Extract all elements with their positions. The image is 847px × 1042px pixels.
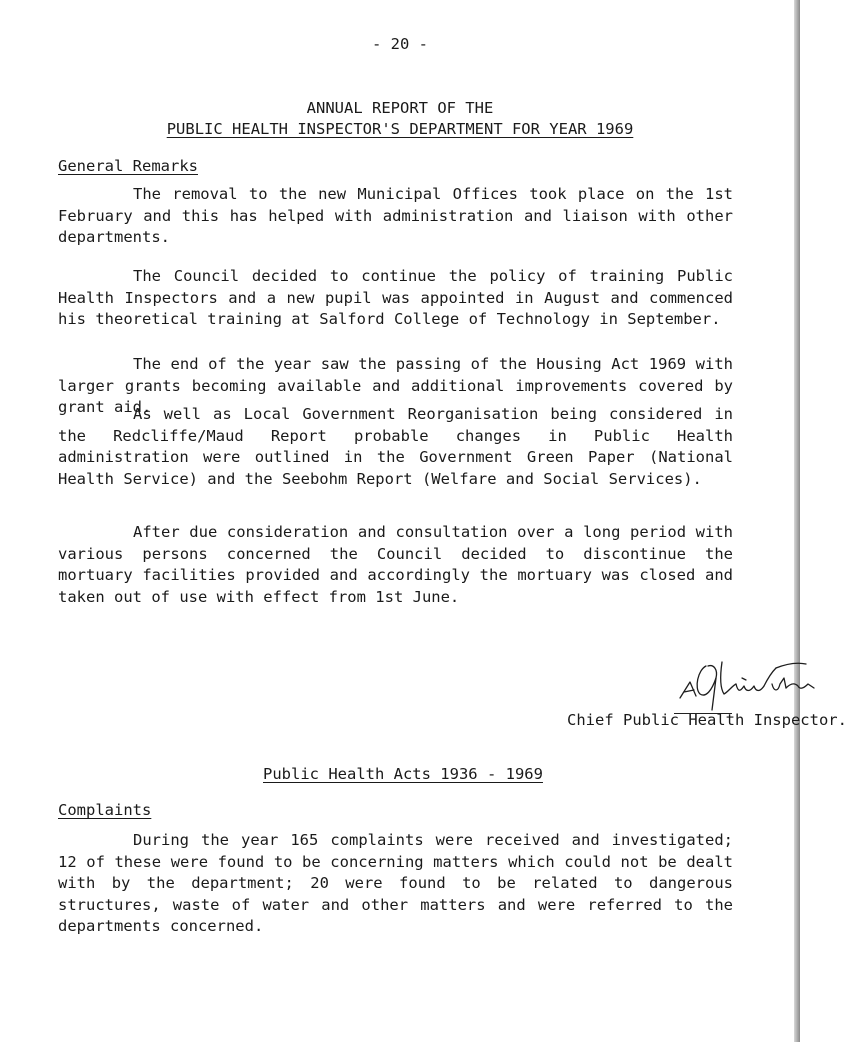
- paragraph-training: The Council decided to continue the policy of training Public Health Inspectors and a new pupil was appointed in August and commenced his theoretical training at Salford College of Technology in September.: [58, 267, 733, 328]
- paragraph-reorganisation: As well as Local Government Reorganisation being considered in the Redcliffe/Maud Report probable changes in Public Health administration were outlined in the Government Green Paper (National Health Service) and the Seebohm Report (Welfare and Social Services).: [58, 405, 733, 488]
- complaints-heading: Complaints: [58, 801, 152, 819]
- page-edge-shadow: [794, 0, 800, 1042]
- page-number: - 20 -: [372, 35, 428, 53]
- paragraph-complaints: During the year 165 complaints were received and investigated; 12 of these were found to be concerning matters which could not be dealt with by the department; 20 were found to be related to dangerous structures, waste of water and other matters and were referred to the departments concerned.: [58, 831, 733, 935]
- paragraph-removal: The removal to the new Municipal Offices took place on the 1st February and this has helped with administration and liaison with other departments.: [58, 185, 733, 246]
- general-remarks-heading: General Remarks: [58, 157, 198, 175]
- report-title-line-1: ANNUAL REPORT OF THE: [306, 99, 494, 117]
- report-title-line-2: PUBLIC HEALTH INSPECTOR'S DEPARTMENT FOR YEAR 1969: [166, 120, 634, 138]
- paragraph-mortuary: After due consideration and consultation over a long period with various persons concerned the Council decided to discontinue the mortuary facilities provided and accordingly the mortuary was closed and taken out of use with effect from 1st June.: [58, 523, 733, 606]
- paragraph-housing-act: The end of the year saw the passing of the Housing Act 1969 with larger grants becoming available and additional improvements covered by grant aid.: [58, 355, 733, 416]
- signature-title: Chief Public Health Inspector.: [567, 711, 847, 729]
- acts-title: Public Health Acts 1936 - 1969: [263, 765, 543, 783]
- handwritten-signature: [676, 648, 826, 718]
